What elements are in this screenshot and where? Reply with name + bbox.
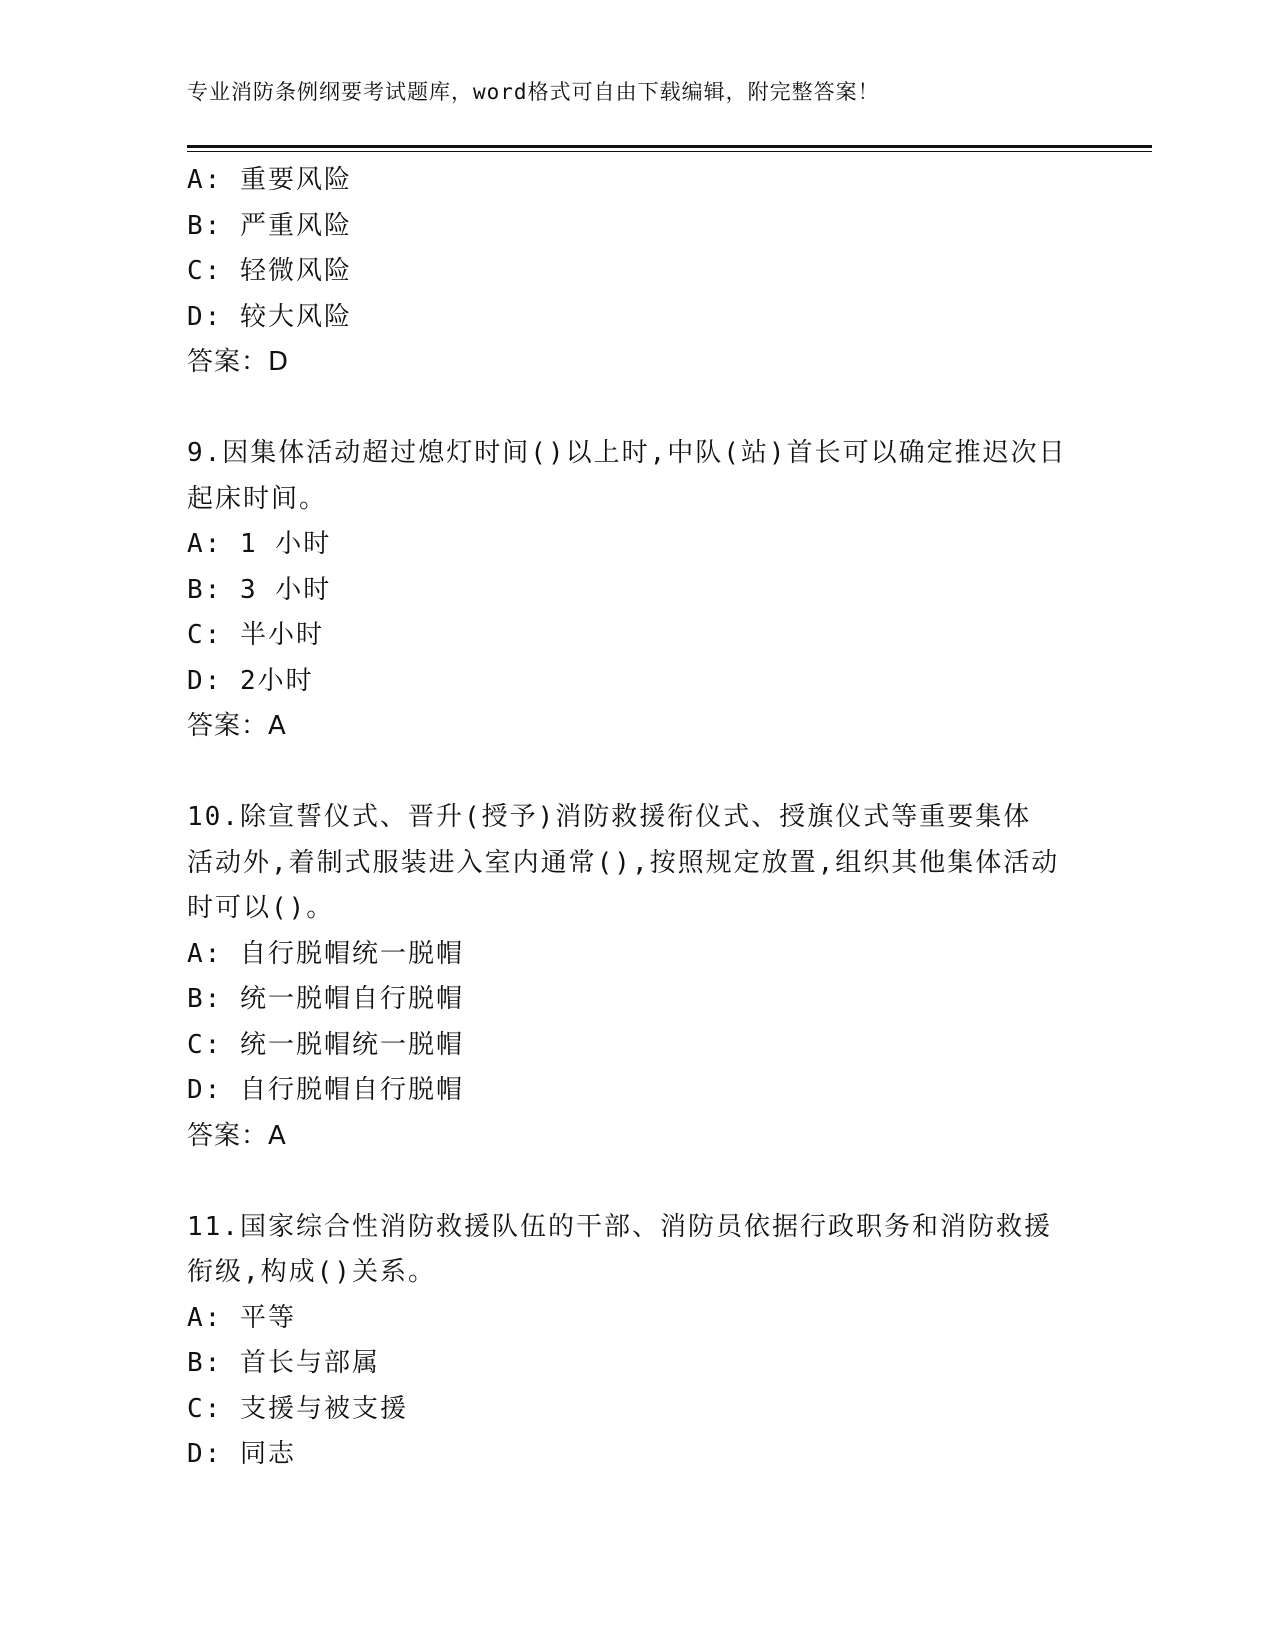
option-d: D: 同志	[187, 1439, 296, 1469]
option-c: C: 半小时	[187, 620, 324, 650]
answer: 答案：A	[187, 711, 287, 741]
option-a: A: 1 小时	[187, 529, 332, 559]
spacer	[187, 386, 1087, 432]
option-a: A: 平等	[187, 1302, 296, 1333]
option-b: B: 3 小时	[187, 574, 332, 605]
option-d: D: 2小时	[187, 665, 314, 696]
option-b: B: 首长与部属	[187, 1348, 380, 1378]
question-stem-cont: 起床时间。	[187, 483, 328, 514]
question-stem: 10.除宣誓仪式、晋升(授予)消防救援衔仪式、授旗仪式等重要集体	[187, 802, 1032, 832]
question-stem: 9.因集体活动超过熄灯时间()以上时,中队(站)首长可以确定推迟次日	[187, 438, 1067, 468]
option-b: B: 统一脱帽自行脱帽	[187, 984, 464, 1014]
header-rule-thin	[187, 151, 1152, 152]
option-c: C: 统一脱帽统一脱帽	[187, 1029, 464, 1060]
question-content	[187, 158, 1087, 1478]
question-stem-cont: 活动外,着制式服装进入室内通常(),按照规定放置,组织其他集体活动	[187, 847, 1060, 878]
header-rule-thick	[187, 145, 1152, 148]
question-stem-cont: 衔级,构成()关系。	[187, 1257, 436, 1287]
spacer	[187, 750, 1087, 796]
question-9	[187, 431, 1087, 750]
spacer	[187, 1159, 1087, 1205]
option-d: D: 较大风险	[187, 301, 352, 332]
question-stem: 11.国家综合性消防救援队伍的干部、消防员依据行政职务和消防救援	[187, 1211, 1052, 1242]
option-b: B: 严重风险	[187, 210, 352, 241]
question-stem-cont: 时可以()。	[187, 893, 335, 923]
option-a: A: 重要风险	[187, 165, 352, 195]
page-header-text: 专业消防条例纲要考试题库，word格式可自由下载编辑，附完整答案！	[187, 80, 880, 104]
answer: 答案：D	[187, 347, 290, 377]
question-8	[187, 158, 1087, 386]
question-10	[187, 795, 1087, 1159]
option-d: D: 自行脱帽自行脱帽	[187, 1075, 464, 1105]
option-c: C: 轻微风险	[187, 256, 352, 286]
question-11	[187, 1205, 1087, 1478]
answer: 答案：A	[187, 1120, 287, 1151]
option-c: C: 支援与被支援	[187, 1393, 408, 1424]
option-a: A: 自行脱帽统一脱帽	[187, 938, 464, 969]
